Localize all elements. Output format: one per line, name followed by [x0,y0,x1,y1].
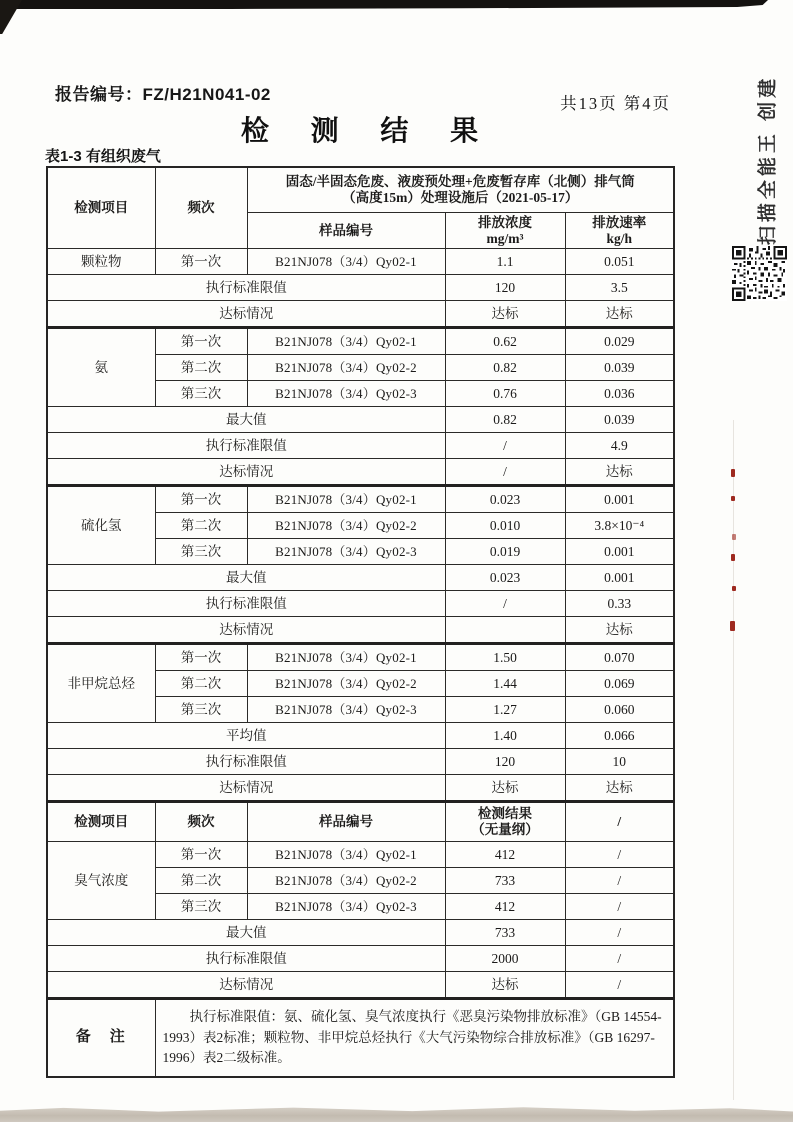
table-row [47,565,674,591]
table-cell: / [565,920,674,946]
table-cell: 第一次 [155,644,247,671]
table-cell: 第一次 [155,249,247,275]
table-row [47,972,674,999]
table-cell: 0.76 [445,381,565,407]
table-cell: B21NJ078（3/4）Qy02-2 [247,513,445,539]
table-cell: 1.44 [445,671,565,697]
table-cell: 最大值 [47,407,445,433]
table-cell: B21NJ078（3/4）Qy02-2 [247,671,445,697]
table-cell: 0.069 [565,671,674,697]
table-cell: 3.8×10⁻⁴ [565,513,674,539]
table-cell: 氨 [47,328,155,407]
qr-code [732,245,787,302]
table-cell: 0.82 [445,355,565,381]
page-title: 检 测 结 果 [240,115,496,146]
table-cell: 0.33 [565,591,674,617]
table-cell: B21NJ078（3/4）Qy02-1 [247,328,445,355]
table-cell: / [565,946,674,972]
table-cell: B21NJ078（3/4）Qy02-2 [247,868,445,894]
table-cell: 第三次 [155,381,247,407]
table-row [47,999,674,1078]
table-row [47,723,674,749]
red-ink-mark [731,469,735,477]
table-cell: 第三次 [155,539,247,565]
table-cell: 执行标准限值 [47,275,445,301]
report-number: 报告编号：FZ/H21N041-02 [55,85,271,104]
table-cell: 平均值 [47,723,445,749]
red-ink-mark [732,534,736,540]
table-cell: / [445,433,565,459]
table-cell: 最大值 [47,920,445,946]
table-cell: 执行标准限值 [47,591,445,617]
table-cell: 样品编号 [247,802,445,842]
table-cell: 执行标准限值：氨、硫化氢、臭气浓度执行《恶臭污染物排放标准》（GB 14554-1993）表2标准；颗粒物、非甲烷总烃执行《大气污染物综合排放标准》（GB 16297-1996）表2二级标准。 [155,999,674,1078]
table-cell: 达标情况 [47,617,445,644]
table-cell: 排放速率 kg/h [565,213,674,249]
table-cell: 颗粒物 [47,249,155,275]
table-cell: B21NJ078（3/4）Qy02-1 [247,249,445,275]
table-cell: 0.036 [565,381,674,407]
results-table [46,166,675,1078]
table-cell: 1.50 [445,644,565,671]
results-table-body [47,167,674,1077]
table-cell: / [565,802,674,842]
table-cell: / [565,868,674,894]
red-ink-mark [732,586,736,591]
table-cell: 0.066 [565,723,674,749]
table-cell: 1.40 [445,723,565,749]
table-cell: 备 注 [47,999,155,1078]
table-row [47,842,674,868]
table-cell: 达标 [565,617,674,644]
table-cell: 0.023 [445,565,565,591]
table-row [47,802,674,842]
table-cell: 达标情况 [47,459,445,486]
table-cell: 频次 [155,802,247,842]
table-cell: 臭气浓度 [47,842,155,920]
table-cell: B21NJ078（3/4）Qy02-1 [247,842,445,868]
table-cell: 达标 [565,459,674,486]
table-row [47,775,674,802]
table-cell: 0.039 [565,355,674,381]
table-cell: 2000 [445,946,565,972]
page-fold-line [733,420,734,1100]
table-row [47,749,674,775]
table-cell: 733 [445,868,565,894]
table-cell: 执行标准限值 [47,433,445,459]
red-ink-mark [730,621,735,631]
table-cell: 固态/半固态危废、液废预处理+危废暂存库（北侧）排气筒 （高度15m）处理设施后（2021-05-17） [247,167,674,213]
table-cell: 非甲烷总烃 [47,644,155,723]
table-cell: 0.010 [445,513,565,539]
scan-top-edge-artifact [0,0,768,9]
scan-bottom-edge-artifact [0,1106,793,1122]
table-cell: 0.060 [565,697,674,723]
table-cell: 第一次 [155,842,247,868]
table-cell: 0.029 [565,328,674,355]
table-cell: 1.1 [445,249,565,275]
table-row [47,167,674,213]
table-cell: 第三次 [155,697,247,723]
table-cell: 执行标准限值 [47,946,445,972]
table-cell: 0.001 [565,565,674,591]
table-cell: 第一次 [155,328,247,355]
table-cell: 检测项目 [47,802,155,842]
table-row [47,591,674,617]
table-row [47,433,674,459]
table-row [47,946,674,972]
table-cell: 412 [445,842,565,868]
table-cell: 频次 [155,167,247,249]
table-row [47,486,674,513]
table-cell: 执行标准限值 [47,749,445,775]
table-cell [445,617,565,644]
table-cell: 3.5 [565,275,674,301]
table-cell: 达标情况 [47,301,445,328]
table-cell: B21NJ078（3/4）Qy02-1 [247,644,445,671]
table-cell: / [565,972,674,999]
table-cell: B21NJ078（3/4）Qy02-3 [247,381,445,407]
table-cell: / [565,842,674,868]
red-ink-mark [731,496,735,501]
table-cell: 0.070 [565,644,674,671]
table-cell: 0.001 [565,539,674,565]
table-row [47,617,674,644]
table-cell: / [565,894,674,920]
table-cell: 最大值 [47,565,445,591]
table-cell: 412 [445,894,565,920]
table-cell: / [445,591,565,617]
table-row [47,407,674,433]
table-cell: B21NJ078（3/4）Qy02-3 [247,697,445,723]
table-cell: / [445,459,565,486]
table-cell: 达标 [445,301,565,328]
table-cell: 达标情况 [47,972,445,999]
table-cell: 0.023 [445,486,565,513]
table-cell: B21NJ078（3/4）Qy02-3 [247,894,445,920]
table-cell: 达标 [565,775,674,802]
table-cell: 达标 [445,972,565,999]
table-cell: 达标 [565,301,674,328]
table-cell: 第二次 [155,671,247,697]
table-cell: 排放浓度 mg/m³ [445,213,565,249]
table-cell: 0.82 [445,407,565,433]
red-ink-mark [731,554,735,561]
table-cell: B21NJ078（3/4）Qy02-2 [247,355,445,381]
table-cell: 0.62 [445,328,565,355]
table-cell: 第三次 [155,894,247,920]
table-cell: 120 [445,749,565,775]
table-cell: 733 [445,920,565,946]
table-cell: 硫化氢 [47,486,155,565]
table-cell: B21NJ078（3/4）Qy02-3 [247,539,445,565]
table-cell: 第二次 [155,868,247,894]
table-row [47,459,674,486]
table-cell: 第二次 [155,513,247,539]
camscanner-watermark: 扫描全能王 创建 [757,74,779,246]
table-cell: 检测结果 （无量纲） [445,802,565,842]
scan-corner-artifact [0,0,22,34]
table-caption: 表1-3 有组织废气 [45,148,161,165]
table-row [47,644,674,671]
table-cell: 达标情况 [47,775,445,802]
table-cell: 样品编号 [247,213,445,249]
table-row [47,328,674,355]
table-cell: 10 [565,749,674,775]
table-cell: 达标 [445,775,565,802]
table-cell: 4.9 [565,433,674,459]
table-cell: 0.039 [565,407,674,433]
table-row [47,301,674,328]
table-cell: 0.019 [445,539,565,565]
table-cell: 第二次 [155,355,247,381]
table-cell: 0.001 [565,486,674,513]
table-cell: 第一次 [155,486,247,513]
table-cell: 检测项目 [47,167,155,249]
table-cell: B21NJ078（3/4）Qy02-1 [247,486,445,513]
table-row [47,249,674,275]
table-cell: 120 [445,275,565,301]
table-cell: 0.051 [565,249,674,275]
table-row [47,920,674,946]
page-count-indicator: 共13页 第4页 [560,94,671,113]
table-row [47,275,674,301]
table-cell: 1.27 [445,697,565,723]
